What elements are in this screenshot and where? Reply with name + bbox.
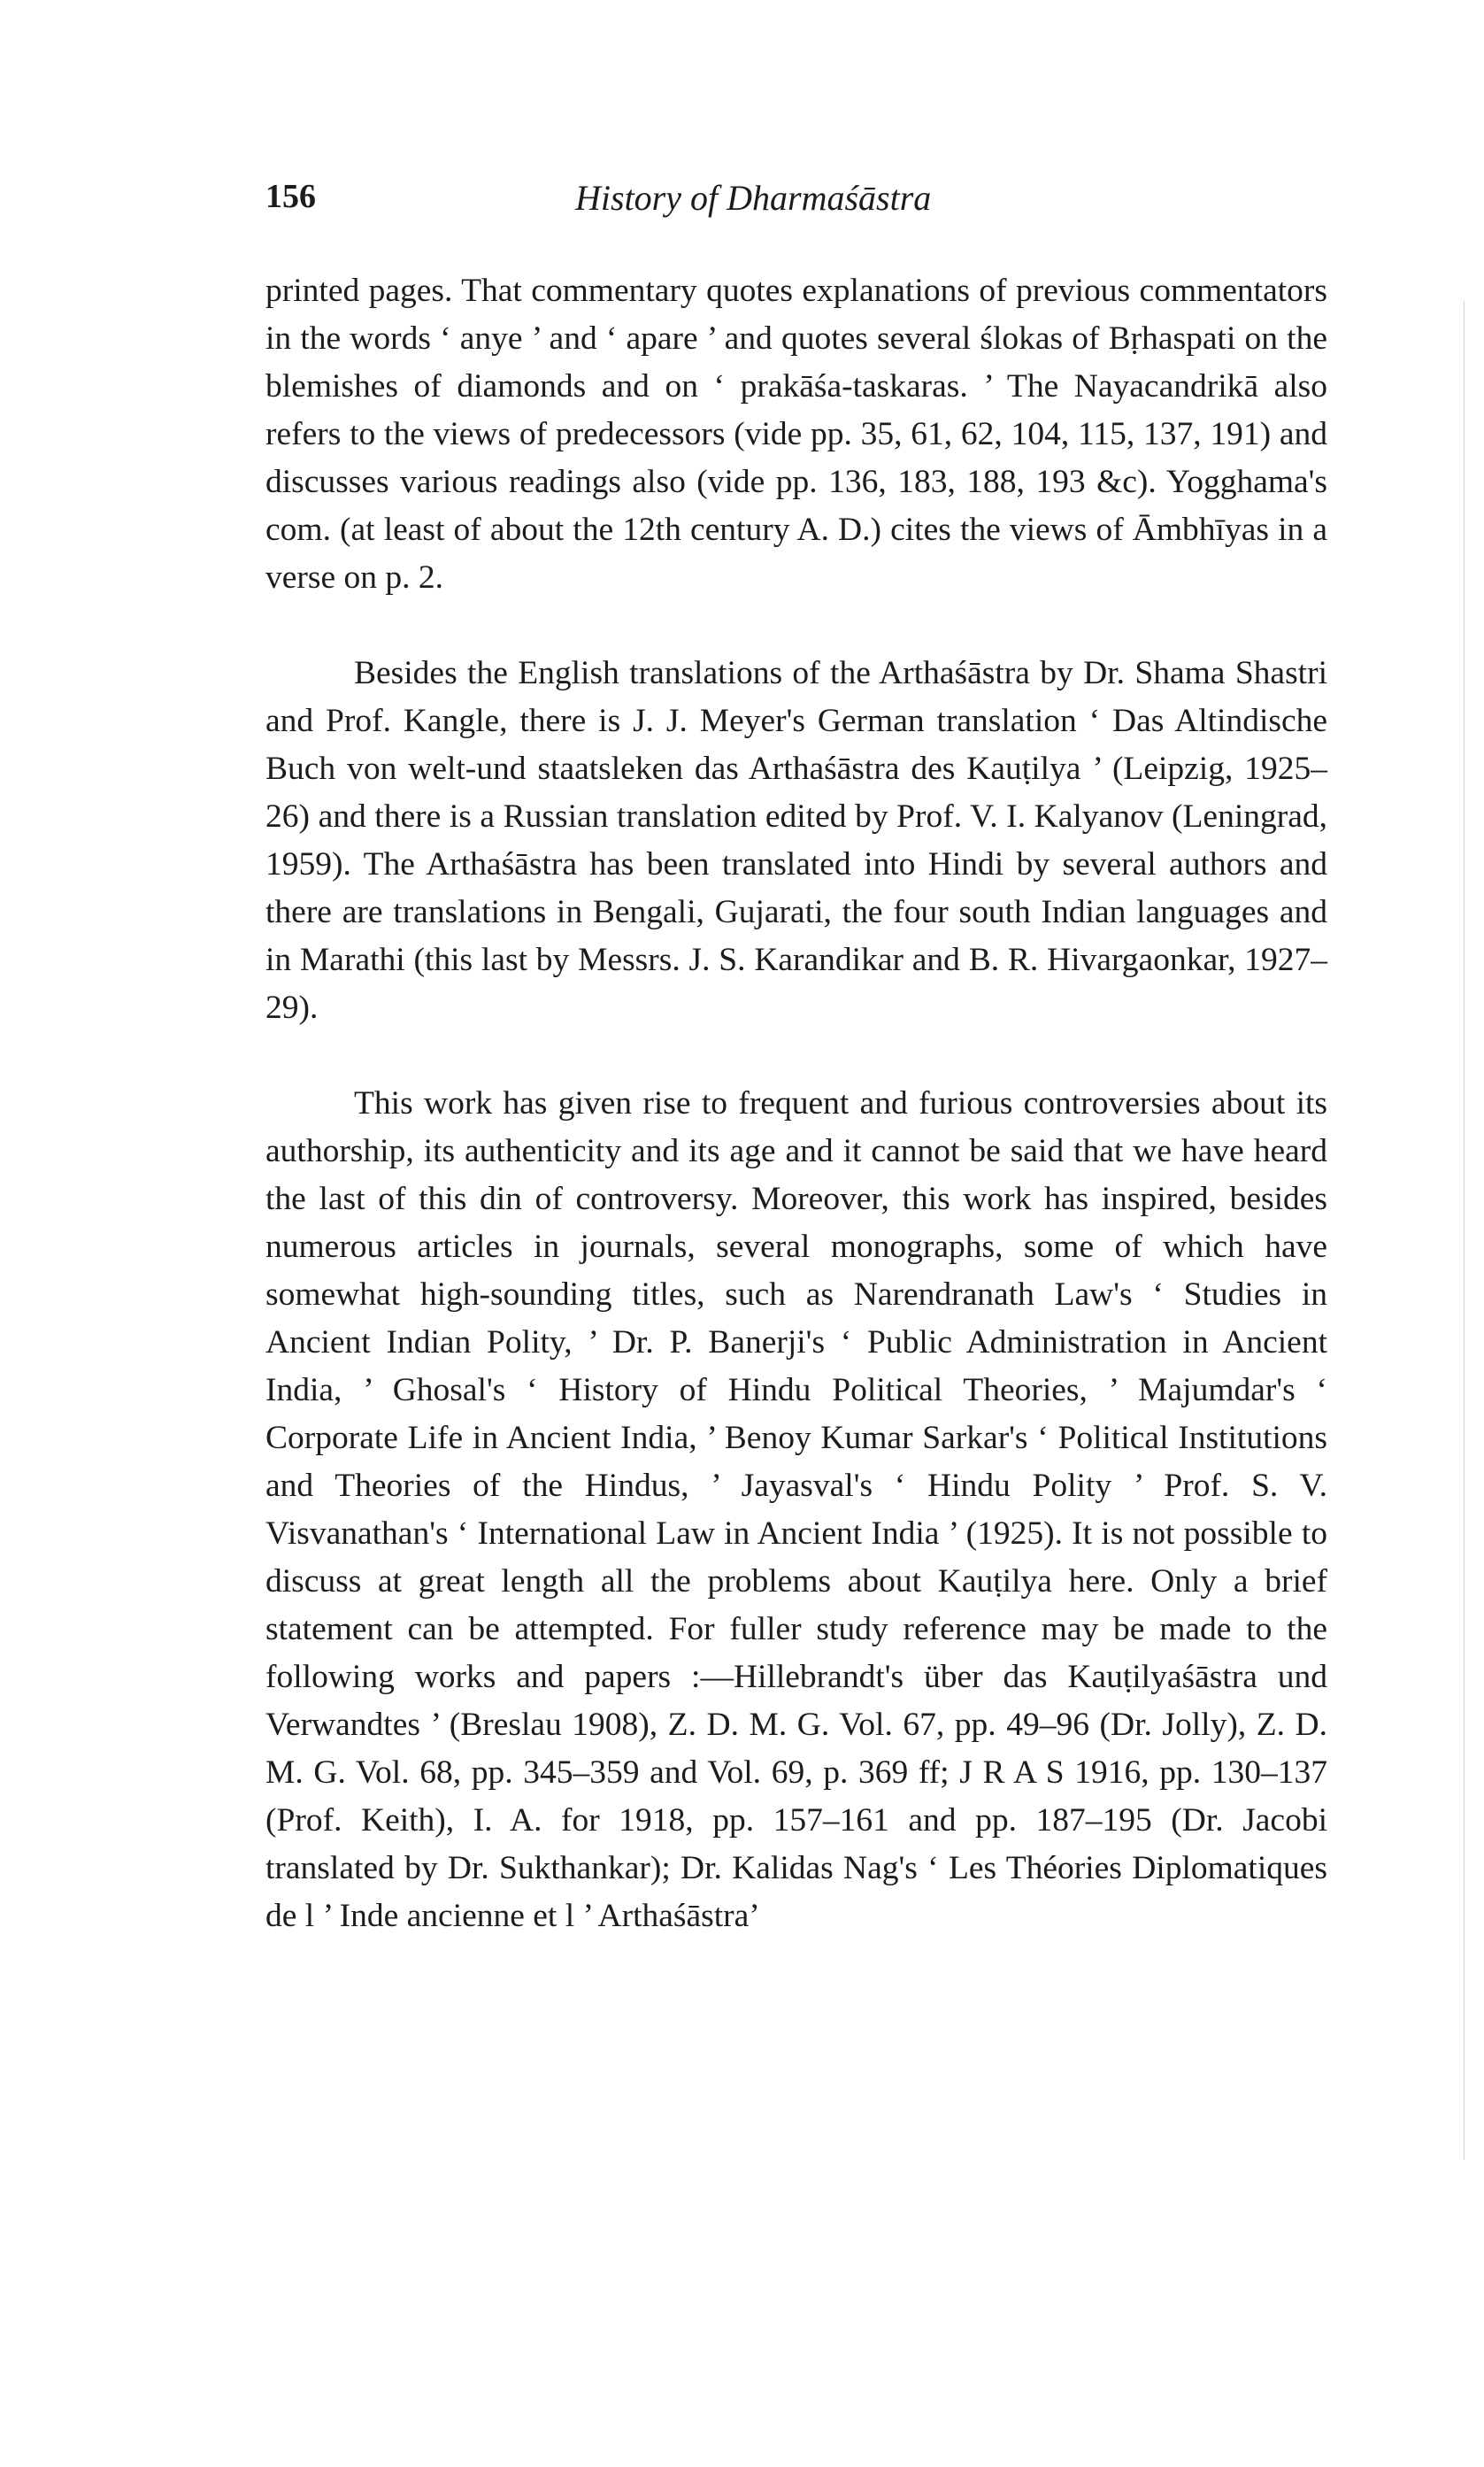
page-number: 156 (265, 178, 316, 215)
paragraph-3: This work has given rise to frequent and furious controversies about its authorship, its authenticity and its age and it cannot be said that we have heard the last of this din of controversy. Moreover, this work has inspired, besides numerous articles in journals, several monographs, some of which have somewhat high-sounding titles, such as Narendranath Law's ‘ Studies in Ancient Indian Polity, ’ Dr. P. Banerji's ‘ Public Administration in Ancient India, ’ Ghosal's ‘ History of Hindu Political Theories, ’ Majumdar's ‘ Corporate Life in Ancient India, ’ Benoy Kumar Sarkar's ‘ Political Institutions and Theories of the Hindus, ’ Jayasval's ‘ Hindu Polity ’ Prof. S. V. Visvanathan's ‘ International Law in Ancient India ’ (1925). It is not possible to discuss at great length all the problems about Kauṭilya here. Only a brief statement can be attempted. For fuller study reference may be made to the following works and papers :—Hillebrandt's über das Kauṭilyaśāstra und Verwandtes ’ (Breslau 1908), Z. D. M. G. Vol. 67, pp. 49–96 (Dr. Jolly), Z. D. M. G. Vol. 68, pp. 345–359 and Vol. 69, p. 369 ff; J R A S 1916, pp. 130–137 (Prof. Keith), I. A. for 1918, pp. 157–161 and pp. 187–195 (Dr. Jacobi translated by Dr. Sukthankar); Dr. Kalidas Nag's ‘ Les Théories Diplomatiques de l ’ Inde ancienne et l ’ Arthaśāstra’ (265, 1085, 1327, 1934)
body-text (265, 267, 1327, 1940)
paragraph-2: Besides the English translations of the Arthaśāstra by Dr. Shama Shastri and Prof. Kangle, there is J. J. Meyer's German translation ‘ Das Altindische Buch von welt-und staatsleken das Arthaśāstra des Kauṭilya ’ (Leipzig, 1925–26) and there is a Russian translation edited by Prof. V. I. Kalyanov (Leningrad, 1959). The Arthaśāstra has been translated into Hindi by several authors and there are translations in Bengali, Gujarati, the four south Indian languages and in Marathi (this last by Messrs. J. S. Karandikar and B. R. Hivargaonkar, 1927–29). (265, 655, 1327, 1026)
paragraph-1: printed pages. That commentary quotes explanations of previous commentators in the words ‘ anye ’ and ‘ apare ’ and quotes several ślokas of Bṛhaspati on the blemishes of diamonds and on ‘ prakāśa-taskaras. ’ The Nayacandrikā also refers to the views of predecessors (vide pp. 35, 61, 62, 104, 115, 137, 191) and discusses various readings also (vide pp. 136, 183, 188, 193 &c). Yogghama's com. (at least of about the 12th century A. D.) cites the views of Āmbhīyas in a verse on p. 2. (265, 273, 1327, 596)
page-edge-line (1464, 301, 1465, 2160)
page-header (265, 177, 1354, 230)
running-title: History of Dharmaśāstra (575, 178, 932, 218)
